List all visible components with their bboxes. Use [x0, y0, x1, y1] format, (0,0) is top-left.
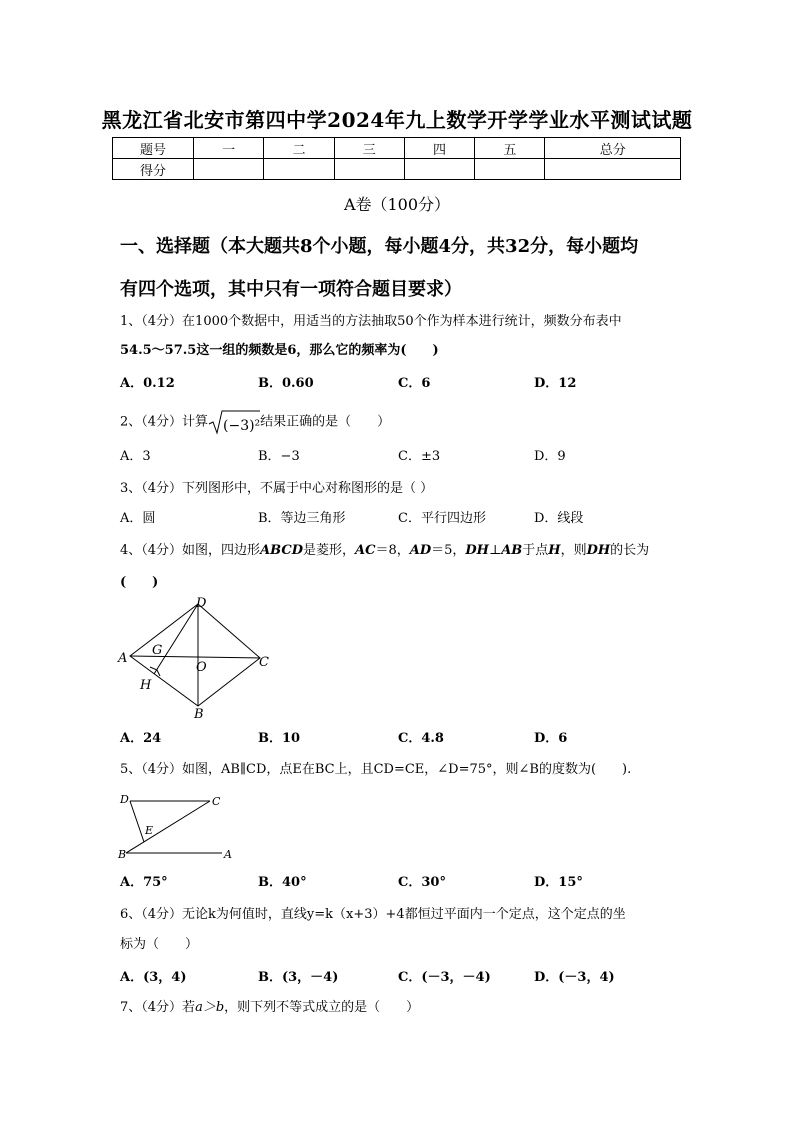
score-blank-cell: [404, 159, 474, 180]
option-c[interactable]: C．30°: [398, 875, 446, 890]
score-table-cell: 题号: [113, 138, 194, 159]
option-b[interactable]: B．10: [258, 731, 301, 746]
math-var: AD: [409, 543, 432, 558]
option-c[interactable]: C．平行四边形: [398, 511, 486, 526]
option-c[interactable]: C．±3: [398, 449, 441, 464]
question-4-line2: ( ): [120, 575, 159, 590]
score-table: [112, 137, 681, 180]
question-3-line1: [120, 479, 680, 499]
question-6-line2: 标为（ ）: [120, 937, 199, 952]
score-table-cell: 五: [475, 138, 545, 159]
question-text: 在1000个数据中，用适当的方法抽取50个作为样本进行统计，频数分布表中: [182, 314, 622, 329]
option-a[interactable]: A．75°: [120, 875, 168, 890]
option-a[interactable]: A．(3，4): [120, 970, 187, 985]
sqrt-radical-icon: [208, 409, 260, 435]
math-var: DH: [465, 543, 489, 558]
option-a[interactable]: A．0.12: [120, 376, 175, 391]
question-number: 5、（4分）: [120, 762, 183, 777]
question-7-line1: [120, 998, 680, 1018]
label-h: H: [140, 678, 152, 693]
text-fragment: 于点: [522, 543, 549, 558]
part1-heading-line2: 有四个选项，其中只有一项符合题目要求）: [120, 279, 462, 300]
option-a[interactable]: A．圆: [120, 511, 156, 526]
segment-de: [130, 801, 144, 842]
score-table-cell: 得分: [113, 159, 194, 180]
text-fragment: ＝5，: [431, 543, 466, 558]
option-d[interactable]: D．线段: [534, 511, 584, 526]
option-b[interactable]: B．等边三角形: [258, 511, 346, 526]
question-text: 如图，AB∥CD，点E在BC上，且CD=CE，∠D=75°，则∠B的度数为( ).: [182, 762, 632, 777]
question-text: 结果正确的是（ ）: [260, 414, 391, 430]
score-table-cell: 一: [194, 138, 264, 159]
question-6-line1: [120, 905, 680, 925]
score-table-score-row: [113, 159, 681, 180]
question-number: 3、（4分）: [120, 481, 183, 496]
question-4-line1: [120, 541, 680, 561]
question-text: 计算: [182, 414, 209, 430]
sqrt-radicand: (−3)²: [223, 417, 261, 434]
sqrt-expression: [208, 408, 260, 436]
option-c[interactable]: C．6: [398, 376, 431, 391]
score-table-cell: 二: [264, 138, 334, 159]
option-d[interactable]: D．6: [534, 731, 568, 746]
score-blank-cell: [334, 159, 404, 180]
text-fragment: ⊥: [488, 543, 502, 558]
label-d: D: [196, 596, 207, 611]
option-d[interactable]: D．15°: [534, 875, 583, 890]
question-text: ，则下列不等式成立的是（ ）: [224, 1000, 420, 1015]
question-1-line1: [120, 312, 680, 332]
label-g: G: [152, 643, 163, 658]
label-a: A: [224, 848, 232, 861]
question-text: 无论k为何值时，直线y=k（x+3）+4都恒过平面内一个定点，这个定点的坐: [182, 907, 626, 922]
text-fragment: 是菱形，: [303, 543, 356, 558]
option-d[interactable]: D．9: [534, 449, 566, 464]
option-d[interactable]: D．(－3，4): [534, 970, 615, 985]
label-c: C: [212, 795, 221, 808]
segment-dh: [154, 604, 198, 674]
score-blank-cell: [264, 159, 334, 180]
question-5-line1: [120, 760, 680, 780]
diagonal-ac: [130, 656, 260, 658]
text-fragment: ＝8，: [375, 543, 410, 558]
label-b: B: [118, 848, 127, 861]
option-a[interactable]: A．3: [120, 449, 151, 464]
section-a-heading: A卷（100分）: [343, 195, 451, 214]
option-c[interactable]: C．4.8: [398, 731, 444, 746]
text-fragment: ，则: [560, 543, 587, 558]
label-c: C: [259, 655, 269, 670]
option-d[interactable]: D．12: [534, 376, 577, 391]
score-table-cell: 总分: [545, 138, 681, 159]
label-e: E: [145, 824, 154, 837]
score-table-header-row: [113, 138, 681, 159]
label-o: O: [196, 660, 207, 675]
question-2-line1: [120, 408, 680, 436]
math-var: ABCD: [260, 543, 303, 558]
label-b: B: [194, 707, 204, 722]
label-d: D: [120, 793, 129, 806]
question-number: 2、（4分）: [120, 414, 183, 430]
score-blank-cell: [194, 159, 264, 180]
question-number: 1、（4分）: [120, 314, 183, 329]
score-blank-cell: [475, 159, 545, 180]
option-b[interactable]: B．40°: [258, 875, 307, 890]
page-title: 黑龙江省北安市第四中学2024年九上数学开学学业水平测试试题: [101, 108, 693, 132]
label-a: A: [118, 651, 128, 666]
score-blank-cell: [545, 159, 681, 180]
question-text: 下列图形中，不属于中心对称图形的是（ ）: [182, 481, 434, 496]
option-b[interactable]: B．−3: [258, 449, 300, 464]
option-b[interactable]: B．0.60: [258, 376, 314, 391]
option-c[interactable]: C．(－3，－4): [398, 970, 491, 985]
math-var: AC: [355, 543, 376, 558]
part1-heading-line1: 一、选择题（本大题共8个小题，每小题4分，共32分，每小题均: [120, 236, 639, 257]
rhombus-figure: [112, 592, 282, 722]
text-fragment: 如图，四边形: [182, 543, 261, 558]
math-var: H: [548, 543, 561, 558]
option-b[interactable]: B．(3，－4): [258, 970, 339, 985]
score-table-cell: 四: [404, 138, 474, 159]
math-var: DH: [586, 543, 611, 558]
question-number: 7、（4分）: [120, 1000, 183, 1015]
math-expression: a＞b: [195, 1000, 225, 1015]
parallel-lines-figure: [112, 790, 242, 862]
question-1-line2: 54.5～57.5这一组的频数是6，那么它的频率为( ): [120, 343, 439, 358]
question-number: 6、（4分）: [120, 907, 183, 922]
question-number: 4、（4分）: [120, 543, 183, 558]
math-var: AB: [501, 543, 523, 558]
text-fragment: 的长为: [610, 543, 650, 558]
option-a[interactable]: A．24: [120, 731, 162, 746]
score-table-cell: 三: [334, 138, 404, 159]
question-text: 若: [182, 1000, 196, 1015]
